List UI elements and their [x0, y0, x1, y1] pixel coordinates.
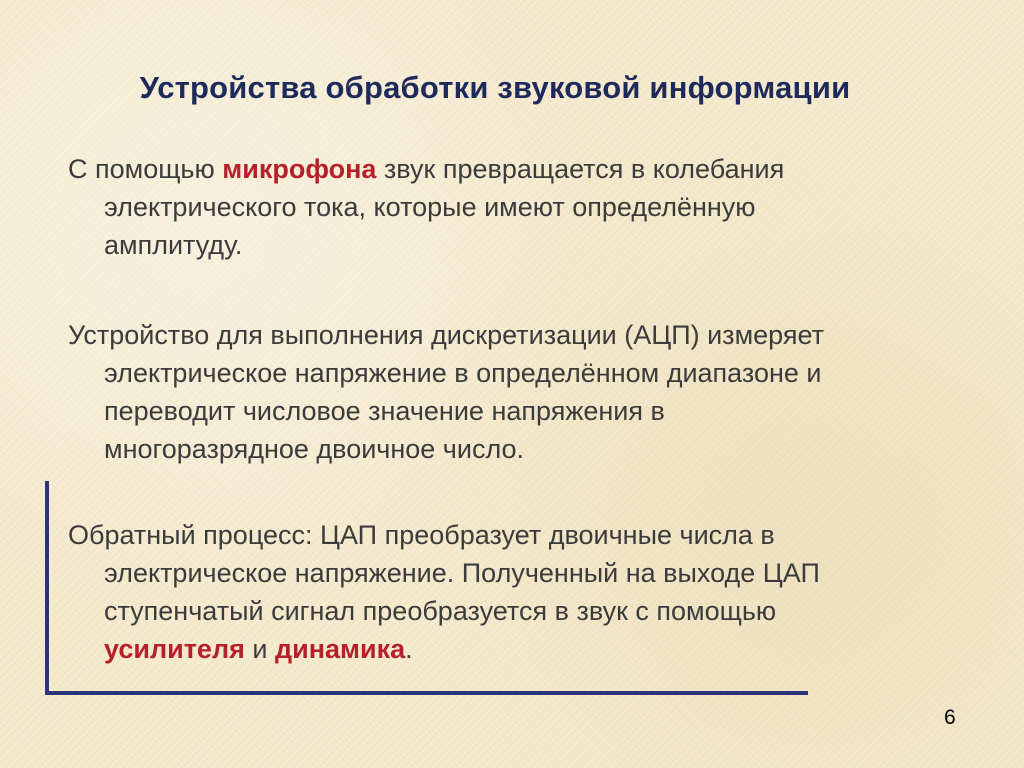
paragraph-line: многоразрядное двоичное число.: [104, 434, 525, 464]
paragraph-line: Обратный процесс: ЦАП преобразует двоичные числа в: [68, 520, 775, 550]
highlight-microphone: микрофона: [222, 154, 377, 184]
bracket-horizontal-line: [45, 691, 808, 695]
paragraph-line: электрическое напряжение в определённом диапазоне и: [104, 358, 822, 388]
paragraph-adc: [68, 316, 968, 468]
highlight-amplifier: усилителя: [104, 634, 245, 664]
paragraph-line: ступенчатый сигнал преобразуется в звук с помощью: [104, 596, 777, 626]
paragraph-dac: [68, 516, 968, 668]
page-number: 6: [944, 706, 956, 729]
paragraph-line: переводит числовое значение напряжения в: [104, 396, 665, 426]
paragraph-line: электрического тока, которые имеют определённую: [104, 192, 756, 222]
paragraph-line: усилителя и динамика.: [104, 634, 413, 664]
slide-title: Устройства обработки звуковой информации: [139, 70, 851, 105]
paragraph-line: С помощью микрофона звук превращается в колебания: [68, 154, 785, 184]
paragraph-microphone: [68, 150, 968, 264]
paragraph-line: электрическое напряжение. Полученный на выходе ЦАП: [104, 558, 820, 588]
paragraph-line: Устройство для выполнения дискретизации (АЦП) измеряет: [68, 320, 824, 350]
bracket-vertical-line: [45, 481, 49, 695]
highlight-speaker: динамика: [274, 634, 406, 664]
paragraph-line: амплитуду.: [104, 230, 243, 260]
